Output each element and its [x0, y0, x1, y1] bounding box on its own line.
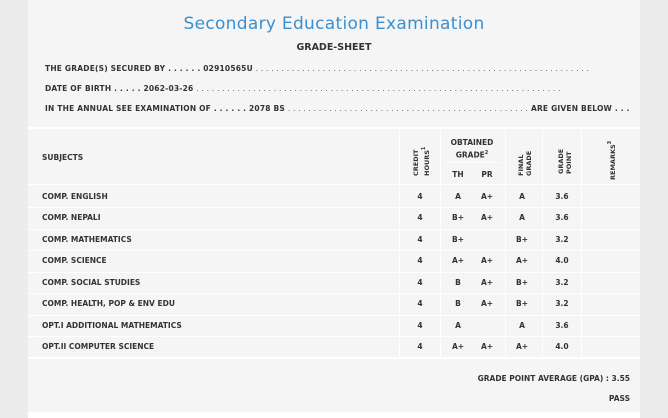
final-grade: A: [519, 321, 525, 330]
info-dots: . . . . . . . . . . . . . . . . . . . . . . . . . . . . . . . . . . . . . . . . . . . . . . . . . . . . . . . . . . . . . . . . .: [255, 64, 590, 73]
credit-hours: 4: [417, 321, 423, 330]
subject-name: COMP. SOCIAL STUDIES: [42, 278, 141, 287]
grade-point: 4.0: [555, 256, 569, 265]
symbol-number: 02910565U: [203, 64, 253, 73]
credit-hours: 4: [417, 213, 423, 222]
grade-point: 4.0: [555, 342, 569, 351]
date-of-birth: 2062-03-26: [143, 84, 194, 93]
credit-hours: 4: [417, 256, 423, 265]
gpa-summary: GRADE POINT AVERAGE (GPA) : 3.55: [477, 374, 630, 383]
grade-point: 3.2: [555, 299, 569, 308]
grade-point: 3.6: [555, 192, 569, 201]
table-row: [28, 336, 640, 357]
info-label-dob: DATE OF BIRTH . . . . .: [45, 84, 141, 93]
info-label-secured: THE GRADE(S) SECURED BY . . . . . .: [45, 64, 201, 73]
page-subtitle: GRADE-SHEET: [296, 42, 372, 53]
subject-name: OPT.II COMPUTER SCIENCE: [42, 342, 155, 351]
info-secured-by: [45, 64, 589, 73]
grade-point: 3.6: [555, 213, 569, 222]
grade-point: 3.2: [555, 235, 569, 244]
th-grade: A: [455, 321, 461, 330]
pr-grade: A+: [480, 299, 494, 308]
table-row: [28, 250, 640, 271]
info-tail: ARE GIVEN BELOW . . .: [530, 104, 630, 113]
credit-hours: 4: [417, 299, 423, 308]
table-row: [28, 293, 640, 314]
grade-sheet: [28, 0, 640, 418]
header-subjects: SUBJECTS: [42, 153, 84, 162]
credit-hours: 4: [417, 192, 423, 201]
grade-point: 3.2: [555, 278, 569, 287]
table-row: [28, 315, 640, 336]
table-row: [28, 229, 640, 250]
subject-name: COMP. NEPALI: [42, 213, 101, 222]
th-grade: B: [455, 278, 461, 287]
header-credit-hours: CREDIT HOURS$^1$: [412, 146, 432, 176]
bottom-border: [28, 412, 640, 418]
final-grade: B+: [515, 278, 528, 287]
credit-hours: 4: [417, 278, 423, 287]
header-obtained-grade: OBTAINED GRADE$^2$: [450, 138, 494, 160]
th-grade: B+: [451, 213, 464, 222]
info-dob: [45, 84, 561, 93]
credit-hours: 4: [417, 342, 423, 351]
final-grade: A: [519, 192, 525, 201]
pr-grade: A+: [480, 192, 494, 201]
subject-name: COMP. MATHEMATICS: [42, 235, 132, 244]
obtained-divider: [446, 162, 501, 163]
pr-grade: A+: [480, 278, 494, 287]
subject-name: COMP. HEALTH, POP & ENV EDU: [42, 299, 175, 308]
header-final-grade: FINAL GRADE: [517, 150, 533, 176]
final-grade: A+: [515, 342, 529, 351]
pr-grade: A+: [480, 342, 494, 351]
final-grade: A+: [515, 256, 529, 265]
table-row: [28, 186, 640, 207]
subject-name: COMP. ENGLISH: [42, 192, 108, 201]
info-dots: . . . . . . . . . . . . . . . . . . . . . . . . . . . . . . . . . . . . . . . . . . . . . . . . . . . . . . . . . . . . . . . . . . . . . . .: [196, 84, 561, 93]
th-grade: A+: [451, 342, 465, 351]
grade-point: 3.6: [555, 321, 569, 330]
exam-year: 2078 BS: [248, 104, 285, 113]
final-grade: B+: [515, 299, 528, 308]
th-grade: B+: [451, 235, 464, 244]
header-divider: [28, 184, 640, 185]
th-grade: A+: [451, 256, 465, 265]
pr-grade: A+: [480, 256, 494, 265]
subject-name: OPT.I ADDITIONAL MATHEMATICS: [42, 321, 182, 330]
final-grade: A: [519, 213, 525, 222]
header-pr: PR: [481, 170, 493, 179]
table-row: [28, 207, 640, 228]
credit-hours: 4: [417, 235, 423, 244]
th-grade: B: [455, 299, 461, 308]
table-bottom-border: [28, 357, 640, 359]
info-exam: [45, 104, 630, 113]
header-remarks: REMARKS$^3$: [607, 140, 618, 180]
table-top-border: [28, 127, 640, 129]
subject-name: COMP. SCIENCE: [42, 256, 107, 265]
result-status: PASS: [608, 394, 630, 403]
info-label-exam: IN THE ANNUAL SEE EXAMINATION OF . . . . . .: [45, 104, 247, 113]
header-grade-point: GRADE POINT: [557, 148, 573, 174]
header-th: TH: [452, 170, 464, 179]
table-row: [28, 272, 640, 293]
final-grade: B+: [515, 235, 528, 244]
page-title: Secondary Education Examination: [183, 14, 485, 34]
th-grade: A: [455, 192, 461, 201]
info-dots: . . . . . . . . . . . . . . . . . . . . . . . . . . . . . . . . . . . . . . . . . . . . . . .: [287, 104, 529, 113]
pr-grade: A+: [480, 213, 494, 222]
